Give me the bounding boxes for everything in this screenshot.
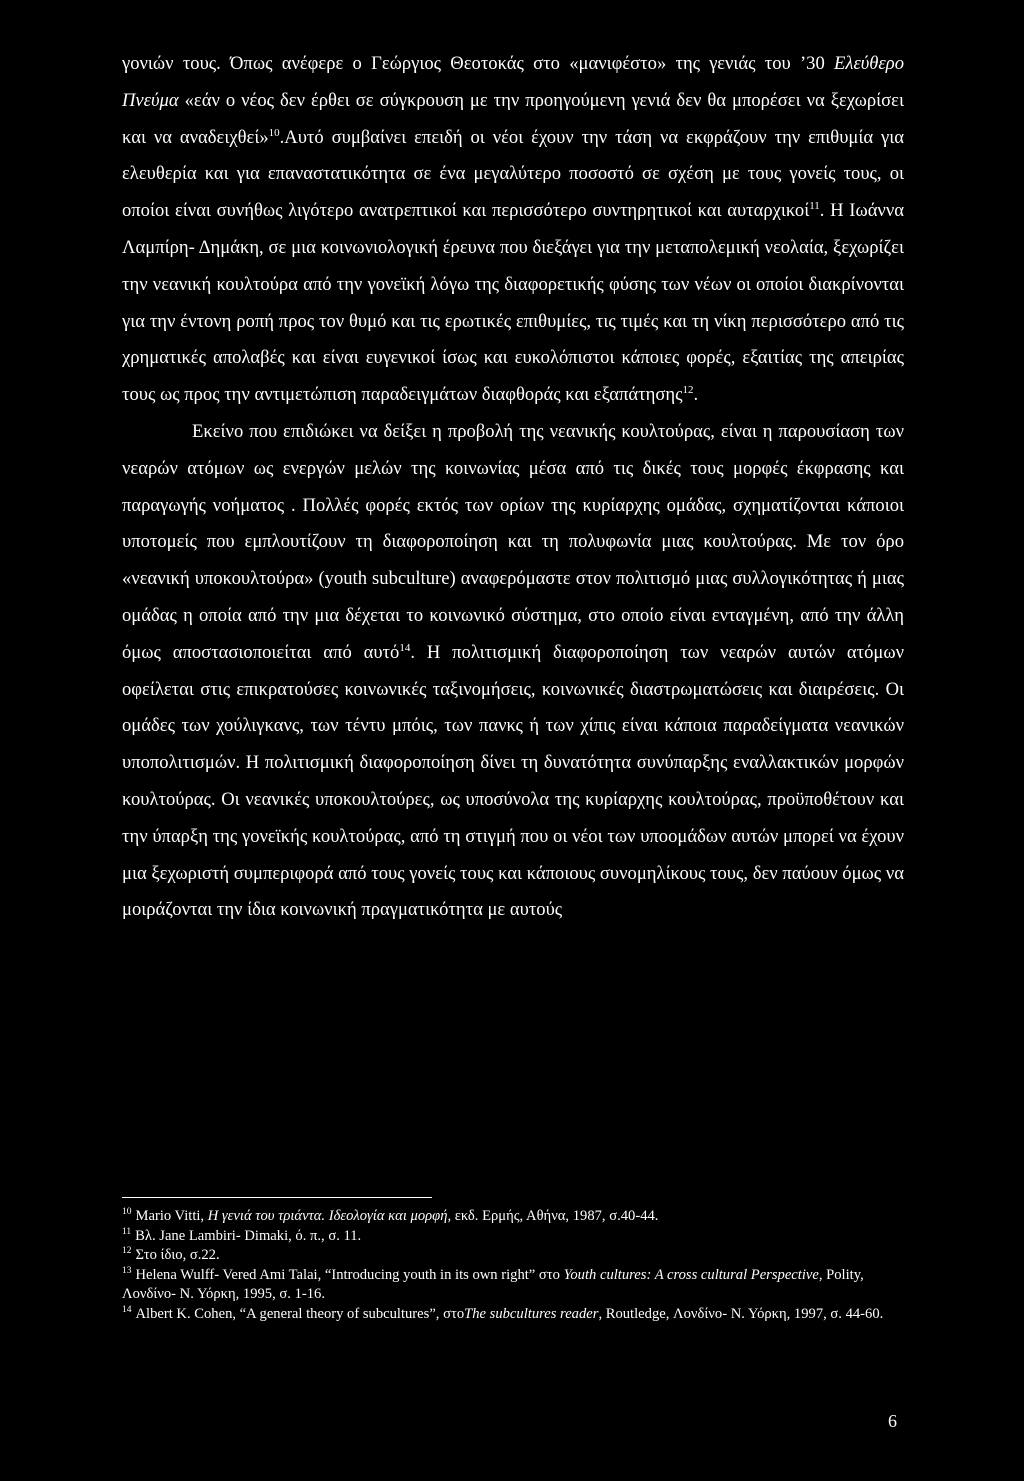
footnote-title-italic: Youth cultures: A cross cultural Perspective: [563, 1266, 819, 1283]
footnote-ref-11: 11: [809, 200, 820, 212]
paragraph-1-text: .: [693, 384, 699, 406]
footnote-separator: [122, 1197, 432, 1198]
paragraph-2-text: . Η πολιτισμική διαφοροποίηση των νεαρών αυτών ατόμων οφείλεται στις επικρατούσες κοινωνικές ταξινομήσεις, κοινωνικές διαστρωματώσεις και διαιρέσεις. Οι ομάδες των χούλιγκανς, των τέντυ μπόις, των πανκς ή των χίπις είναι κάποια παραδείγματα νεανικών υποπολιτισμών. Η πολιτισμική διαφοροποίηση δίνει τη δυνατότητα συνύπαρξης εναλλακτικών μορφών κουλτούρας. Οι νεανικές υποκουλτούρες, ως υποσύνολα της κυρίαρχης κουλτούρας, προϋποθέτουν και την ύπαρξη της γονεϊκής κουλτούρας, από τη στιγμή που οι νέοι των υποομάδων αυτών μπορεί να έχουν μια ξεχωριστή συμπεριφορά από τους γονείς τους και κάποιους συνομηλίκους τους, δεν παύουν όμως να μοιράζονται την ίδια κοινωνική πραγματικότητα με αυτούς: [122, 641, 905, 921]
paragraph-1-text: γονιών τους. Όπως ανέφερε ο Γεώργιος Θεοτοκάς στο «μανιφέστο» της γενιάς του ’30: [122, 53, 835, 74]
footnote-text: , Polity, Λονδίνο- Ν. Υόρκη, 1995, σ. 1-16.: [122, 1266, 864, 1302]
footnote-ref-12: 12: [682, 383, 694, 396]
footnote-text: Βλ. Jane Lambiri- Dimaki, ό. π., σ. 11.: [135, 1227, 362, 1244]
footnote-text: Mario Vitti,: [135, 1208, 208, 1224]
footnote-text: Helena Wulff- Vered Ami Talai, “Introducing youth in its own right” στο: [135, 1266, 564, 1283]
footnote-text: Albert K. Cohen, “A general theory of subcultures”, στο: [135, 1305, 465, 1322]
footnote-11: [122, 1227, 904, 1247]
footnote-number: 14: [122, 1304, 132, 1315]
footnote-text: εκδ. Ερμής, Αθήνα, 1987, σ.40-44.: [451, 1208, 659, 1224]
footnote-number: 12: [122, 1246, 132, 1257]
footnote-text: Στο ίδιο, σ.22.: [135, 1247, 220, 1263]
paragraph-1-text: «εάν ο νέος δεν έρθει σε σύγκρουση με την προηγούμενη γενιά δεν θα μπορέσει να ξεχωρίσει και να αναδειχθεί»: [122, 89, 904, 148]
footnotes: [122, 1207, 904, 1324]
footnote-ref-14: 14: [399, 641, 411, 654]
footnote-14: [122, 1305, 904, 1325]
footnote-text: , Routledge, Λονδίνο- Ν. Υόρκη, 1997, σ. 44-60.: [598, 1305, 884, 1322]
footnote-10: [122, 1207, 904, 1227]
paragraph-2-text: Εκείνο που επιδιώκει να δείξει η προβολή της νεανικής κουλτούρας, είναι η παρουσίαση των νεαρών ατόμων ως ενεργών μελών της κοινωνίας μέσα από τις δικές τους μορφές έκφρασης και παραγωγής νοήματος . Πολλές φορές εκτός των ορίων της κυρίαρχης ομάδας, σχηματίζονται κάποιοι υποτομείς που εμπλουτίζουν τη διαφοροποίηση και τη πολυφωνία μιας κουλτούρας. Με τον όρο «νεανική υποκουλτούρα» (youth subculture) αναφερόμαστε στον πολιτισμό μιας συλλογικότητας ή μιας ομάδας η οποία από την μια δέχεται το κοινωνικό σύστημα, στο οποίο είναι ενταγμένη, από την άλλη όμως αποστασιοποιείται από αυτό: [122, 420, 904, 663]
footnote-number: 13: [122, 1265, 132, 1276]
paragraph-1: [122, 46, 904, 414]
footnote-title-italic: Η γενιά του τριάντα. Ιδεολογία και μορφή,: [207, 1208, 452, 1224]
footnote-12: [122, 1246, 904, 1266]
footnote-ref-10: 10: [268, 126, 280, 139]
paragraph-1-text: .Αυτό συμβαίνει επειδή οι νέοι έχουν την τάση να εκφράζουν την επιθυμία για ελευθερία και για επαναστατικότητα σε ένα μεγαλύτερο ποσοστό σε σχέση με τους γονείς τους, οι οποίοι είναι συνήθως λιγότερο ανατρεπτικοί και περισσότερο συντηρητικοί και αυταρχικοί: [122, 126, 904, 222]
footnote-title-italic: The subcultures reader: [464, 1305, 599, 1322]
page-body: [122, 46, 904, 929]
page-number: 6: [888, 1411, 897, 1431]
footnote-number: 11: [122, 1226, 132, 1237]
paragraph-1-text: . Η Ιωάννα Λαμπίρη- Δημάκη, σε μια κοινωνιολογική έρευνα που διεξάγει για την μεταπολεμική νεολαία, ξεχωρίζει την νεανική κουλτούρα από την γονεϊκή λόγω της διαφορετικής φύσης των νέων οι οποίοι διακρίνονται για την έντονη ροπή προς τον θυμό και τις ερωτικές επιθυμίες, τις τιμές και τη νίκη περισσότερο από τις χρηματικές απολαβές και είναι ευγενικοί ίσως και ευκολόπιστοι κάποιες φορές, εξαιτίας της απειρίας τους ως προς την αντιμετώπιση παραδειγμάτων διαφθοράς και εξαπάτησης: [122, 200, 904, 406]
book-title-italic: Ελεύθερο Πνεύμα: [122, 53, 904, 111]
footnote-number: 10: [122, 1207, 132, 1218]
paragraph-2: [122, 414, 904, 929]
footnote-13: [122, 1266, 904, 1305]
